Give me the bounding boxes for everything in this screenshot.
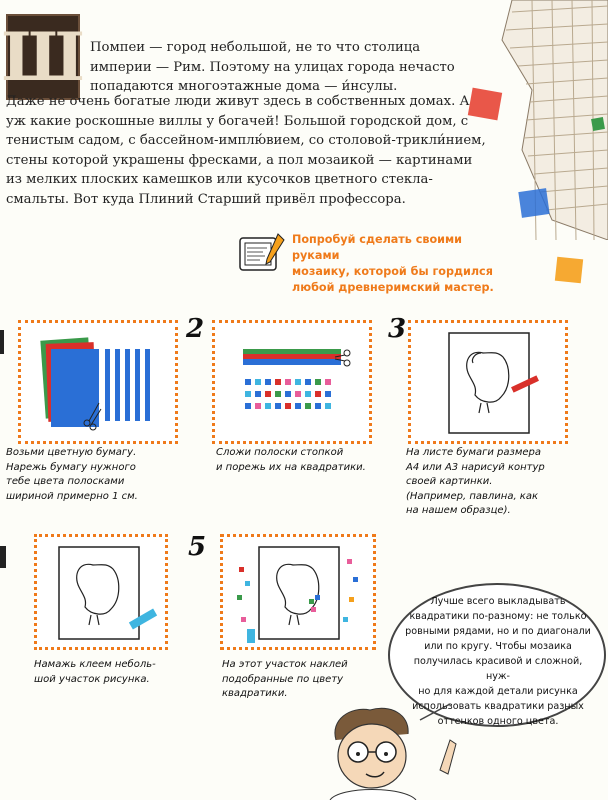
step-3-number: 3 bbox=[388, 314, 407, 344]
bubble-line: получилась красивой и сложной, нуж- bbox=[413, 656, 583, 682]
tip-text bbox=[292, 232, 512, 296]
step-line: Намажь клеем неболь- bbox=[34, 659, 156, 670]
bubble-line: Лучше всего выкладывать bbox=[430, 596, 566, 607]
paper-strips-illustration bbox=[21, 323, 175, 441]
page-edge-mark bbox=[0, 546, 6, 568]
bubble-line: ровными рядами, но и по диагонали bbox=[405, 626, 591, 637]
step-line: На этот участок наклей bbox=[222, 659, 348, 670]
intro-paragraph-1: Помпеи — город небольшой, не то что столица империи — Рим. Поэтому на улицах города нечасто попадаются многоэтажные дома — и́нсулы. bbox=[90, 40, 455, 94]
step-line: на нашем образце). bbox=[406, 505, 511, 516]
bubble-line: оттенков одного цвета. bbox=[437, 716, 559, 727]
bubble-line: или по кругу. Чтобы мозаика bbox=[424, 641, 572, 652]
step-line: подобранные по цвету bbox=[222, 673, 344, 685]
tip-line: любой древнеримский мастер. bbox=[292, 281, 494, 294]
peacock-glue-illustration bbox=[37, 537, 165, 647]
step-line: шириной примерно 1 см. bbox=[6, 490, 138, 502]
bubble-line: использовать квадратики разных bbox=[412, 701, 584, 712]
step-5-number: 5 bbox=[188, 532, 207, 562]
drop-cap-letter: Ш bbox=[1, 18, 85, 96]
step-1-box bbox=[18, 320, 178, 444]
step-line: квадратики. bbox=[222, 688, 288, 699]
step-2-text bbox=[216, 446, 386, 475]
step-1-text bbox=[6, 446, 176, 504]
step-line: Сложи полоски стопкой bbox=[216, 447, 344, 458]
confetti-square bbox=[555, 257, 583, 284]
confetti-square bbox=[591, 117, 605, 131]
step-5-text bbox=[222, 658, 392, 702]
professor-illustration bbox=[300, 700, 480, 800]
step-line: (Например, павлина, как bbox=[406, 490, 539, 502]
step-4-box bbox=[34, 534, 168, 650]
step-line: На листе бумаги размера bbox=[406, 447, 542, 458]
step-4-text bbox=[34, 658, 184, 687]
bubble-line: но для каждой детали рисунка bbox=[418, 686, 578, 697]
tip-line: мозаику, которой бы гордился bbox=[292, 265, 493, 278]
drop-cap bbox=[1, 14, 85, 100]
step-3-text bbox=[406, 446, 586, 519]
step-line: своей картинки. bbox=[406, 476, 493, 487]
step-3-box bbox=[408, 320, 568, 444]
tip-line: Попробуй сделать своими руками bbox=[292, 233, 462, 262]
step-line: Возьми цветную бумагу. bbox=[6, 447, 137, 458]
step-line: А4 или А3 нарисуй контур bbox=[406, 461, 545, 473]
tablet-icon bbox=[238, 232, 286, 276]
step-line: тебе цвета полосками bbox=[6, 476, 125, 487]
stacked-strips-illustration bbox=[215, 323, 369, 441]
step-2-box bbox=[212, 320, 372, 444]
intro-paragraph-2: Даже не очень богатые люди живут здесь в собственных домах. А уж какие роскошные виллы у богачей! Большой городской дом, с тенистым садом, с бассейном-имплю́вием, со столовой-трикли́нием, стены которой украшены фресками, а пол мозаикой — картинами из мелких плоских камешков или кусочков цветного стекла-смальты. Вот куда Плиний Старший привёл профессора. bbox=[6, 94, 486, 207]
confetti-square bbox=[518, 188, 549, 218]
step-line: Нарежь бумагу нужного bbox=[6, 461, 136, 473]
page-edge-mark bbox=[0, 330, 4, 354]
step-2-number: 2 bbox=[186, 314, 205, 344]
step-line: шой участок рисунка. bbox=[34, 673, 150, 685]
bubble-line: квадратики по-разному: не только bbox=[409, 611, 587, 622]
peacock-mosaic-illustration bbox=[223, 537, 373, 647]
step-5-box bbox=[220, 534, 376, 650]
step-line: и порежь их на квадратики. bbox=[216, 461, 366, 473]
peacock-outline-illustration bbox=[411, 323, 565, 441]
